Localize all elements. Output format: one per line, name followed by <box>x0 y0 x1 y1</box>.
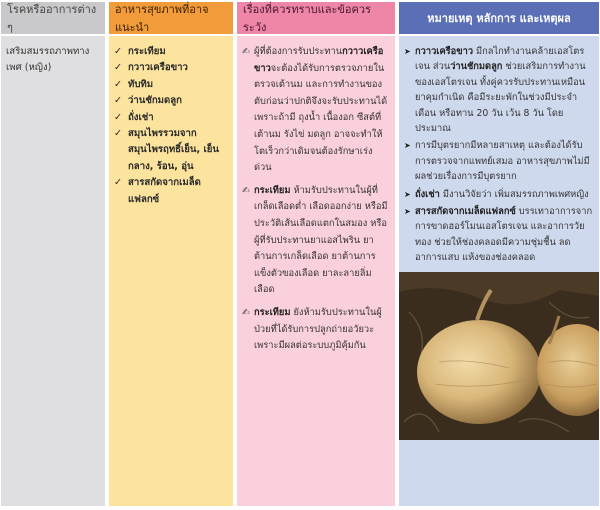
check-icon: ✓ <box>114 62 123 74</box>
reason-item: ➤ ถั่งเช่า มีงานวิจัยว่า เพิ่มสมรรถภาพเพศหญิง <box>404 187 594 202</box>
foods-cell <box>109 36 233 506</box>
reason-item: ➤ สารสกัดจากเมล็ดแฟลกซ์ บรรเทาอาการจากการขาดฮอร์โมนเอสโตรเจน และอาการวัยทอง ช่วยให้ช่องคลอดมีความชุ่มชื้น ลดอาการแสบ แห้งของช่องคลอด <box>404 206 593 264</box>
precautions-cell <box>237 36 395 506</box>
check-icon: ✓ <box>114 128 123 140</box>
food-list <box>114 44 228 208</box>
herbal-reference-table <box>1 2 599 506</box>
condition-text: เสริมสมรรถภาพทางเพศ (หญิง) <box>6 46 90 74</box>
column-reasons <box>399 2 599 506</box>
reason-item: ➤ การมีบุตรยากมีหลายสาเหตุ และต้องได้รับการตรวจจากแพทย์เสมอ อาหารสุขภาพไม่มีผลช่วยเรื่องการมีบุตรยาก <box>404 140 590 183</box>
column-precautions <box>237 2 395 506</box>
pen-icon: ✍ <box>242 185 250 196</box>
food-item: ✓ กระเทียม <box>114 44 228 60</box>
food-item: ✓ ทับทิม <box>114 77 228 93</box>
header-condition: โรคหรืออาการต่าง ๆ <box>1 2 105 36</box>
arrow-icon: ➤ <box>404 207 411 217</box>
kwao-krua-root-photo <box>399 272 599 440</box>
condition-cell <box>1 36 105 506</box>
food-item: ✓ ถั่งเช่า <box>114 110 228 126</box>
header-foods: อาหารสุขภาพที่อาจแนะนำ <box>109 2 233 36</box>
precaution-item: ✍ กระเทียม ห้ามรับประทานในผู้ที่เกล็ดเลือดต่ำ เลือดออกง่าย หรือมีประวัติเส้นเลือดแตกในสมอง หรือผู้ที่รับประทานยาแอสไพริน ยาต้านการเกล็ดเลือด ยาต้านการแข็งตัวของเลือด ยาละลายลิ่มเลือด <box>242 184 388 296</box>
arrow-icon: ➤ <box>404 141 411 151</box>
column-foods <box>109 2 233 506</box>
reasons-cell <box>399 36 599 506</box>
arrow-icon: ➤ <box>404 189 411 199</box>
food-item: ✓ กวาวเครือขาว <box>114 60 228 76</box>
header-reasons: หมายเหตุ หลักการ และเหตุผล <box>399 2 599 36</box>
column-condition <box>1 2 105 506</box>
precaution-item: ✍ กระเทียม ยังห้ามรับประทานในผู้ป่วยที่ได้รับการปลูกถ่ายอวัยวะ เพราะมีผลต่อระบบภูมิคุ้มกัน <box>242 306 382 352</box>
food-item: ✓ สมุนไพรรวมจากสมุนไพรฤทธิ์เย็น, เย็นกลาง, ร้อน, อุ่น <box>114 128 219 172</box>
reason-item: ➤ กวาวเครือขาว มีกลไกทำงานคล้ายเอสโตรเจน ส่วนว่านชักมดลูก ช่วยเสริมการทำงานของเอสโตรเจน ทั้งคู่ควรรับประทานเหมือนยาคุมกำเนิด คือมีระยะพักในช่วงมีประจำเดือน หรือทาน 20 วัน เว้น 8 วัน โดยประมาณ <box>404 46 586 135</box>
food-item: ✓ ว่านชักมดลูก <box>114 93 228 109</box>
food-item: ✓ สารสกัดจากเมล็ดแฟลกซ์ <box>114 177 201 205</box>
pen-icon: ✍ <box>242 307 250 318</box>
pen-icon: ✍ <box>242 47 250 57</box>
check-icon: ✓ <box>114 46 123 57</box>
precaution-item: ✍ ผู้ที่ต้องการรับประทานกวาวเครือขาวจะต้องได้รับการตรวจภายใน ตรวจเต้านม และการทำงานของตับก่อนว่าปกติจึงจะรับประทานได้ เพราะถ้ามี ถุงน้ำ เนื้องอก ซีสต์ที่เต้านม รังไข่ มดลูก อาจจะทำให้โตเร็วกว่าเดิมจนต้องรักษาเร่งด่วน <box>242 46 388 174</box>
check-icon: ✓ <box>114 95 123 107</box>
arrow-icon: ➤ <box>404 47 411 56</box>
check-icon: ✓ <box>114 78 123 90</box>
check-icon: ✓ <box>114 111 123 123</box>
header-precautions: เรื่องที่ควรทราบและข้อควรระวัง <box>237 2 395 36</box>
tuber-illustration <box>399 272 599 440</box>
check-icon: ✓ <box>114 177 123 189</box>
